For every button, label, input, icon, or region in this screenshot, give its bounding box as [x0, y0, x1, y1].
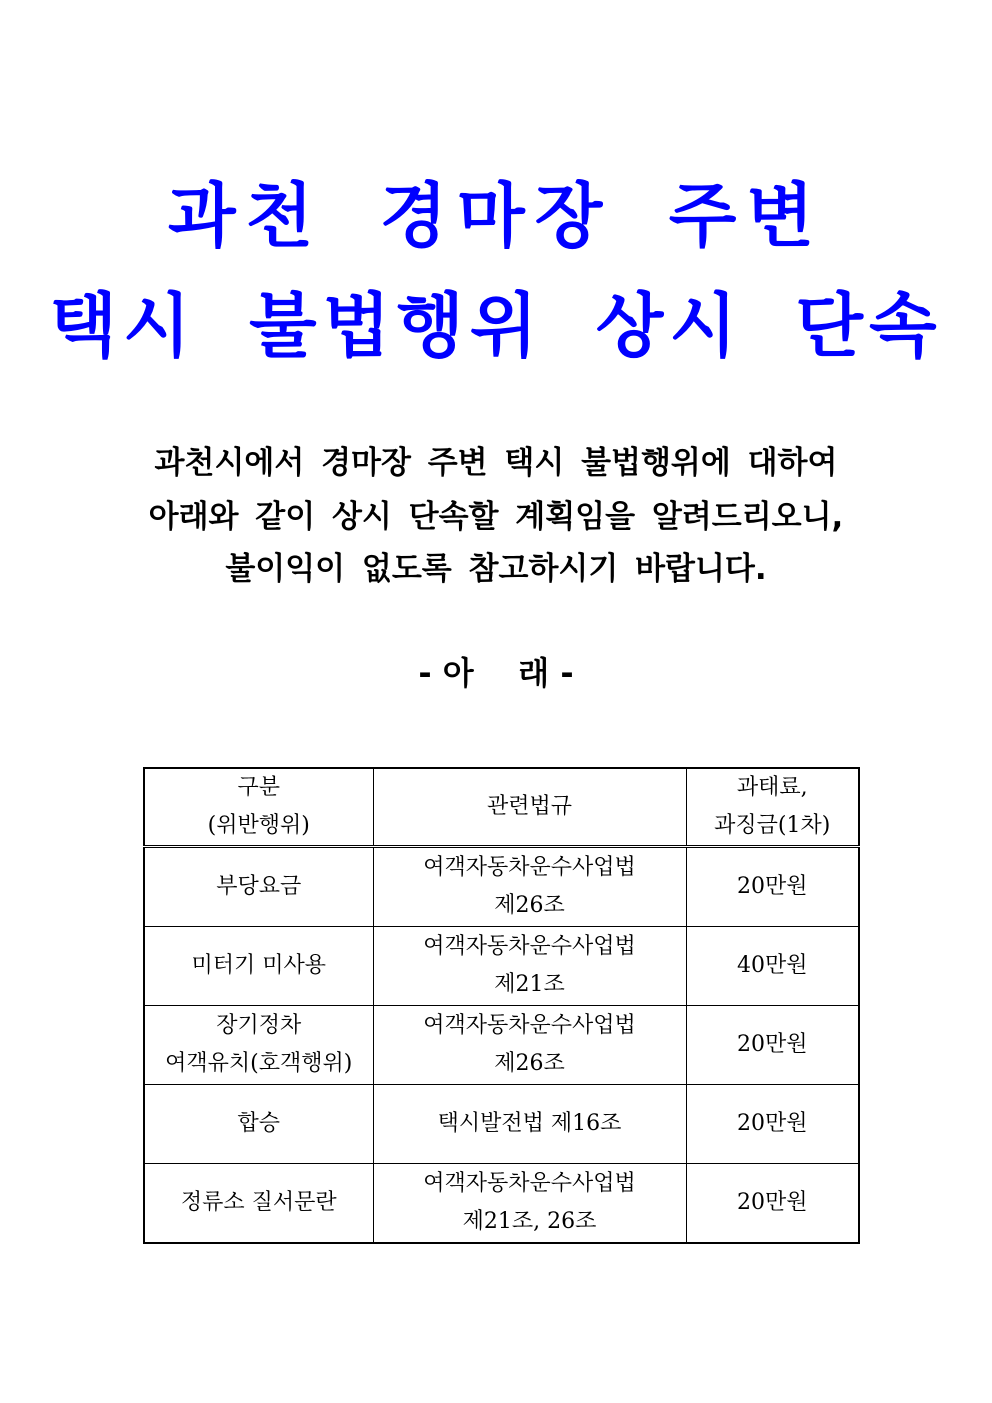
table-row [144, 1006, 859, 1085]
law-article: 제26조 [494, 893, 565, 918]
intro-text-line-2: 아래와 같이 상시 단속할 계획임을 알려드리오니, [148, 499, 844, 535]
law-cell [373, 1164, 686, 1244]
law-name: 여객자동차운수사업법 [423, 855, 636, 880]
header-category [144, 768, 373, 847]
law-cell [373, 927, 686, 1006]
violation-label: 합승 [237, 1111, 280, 1136]
table-header-row [144, 768, 859, 847]
fine-cell: 20만원 [686, 1006, 859, 1085]
law-article: 제21조, 26조 [462, 1209, 597, 1234]
header-fine-label: 과태료, [736, 775, 808, 800]
violation-label: 부당요금 [216, 874, 302, 899]
violation-cell [144, 1006, 373, 1085]
table-row [144, 1085, 859, 1164]
law-cell [373, 1085, 686, 1164]
fine-cell: 20만원 [686, 1164, 859, 1244]
intro-text-line-1: 과천시에서 경마장 주변 택시 불법행위에 대하여 [154, 445, 838, 481]
header-fine-sublabel: 과징금(1차) [714, 813, 831, 838]
fine-cell: 20만원 [686, 1085, 859, 1164]
law-cell [373, 1006, 686, 1085]
header-category-label: 구분 [237, 775, 280, 800]
header-fine [686, 768, 859, 847]
intro-text-line-3: 불이익이 없도록 참고하시기 바랍니다. [225, 551, 767, 587]
violation-label: 정류소 질서문란 [180, 1190, 337, 1215]
page-title-line-1: 과천 경마장 주변 [167, 175, 825, 257]
violation-cell [144, 1164, 373, 1244]
fine-cell: 40만원 [686, 927, 859, 1006]
header-law: 관련법규 [373, 768, 686, 847]
violation-sublabel: 여객유치(호객행위) [165, 1051, 353, 1076]
table-row [144, 847, 859, 927]
penalty-table [143, 767, 860, 1244]
law-article: 제26조 [494, 1051, 565, 1076]
violation-label: 미터기 미사용 [191, 953, 326, 978]
law-name: 택시발전법 제16조 [437, 1111, 622, 1136]
page-title-line-2: 택시 불법행위 상시 단속 [49, 285, 943, 367]
header-category-sublabel: (위반행위) [207, 813, 310, 838]
below-heading: - 아 래 - [418, 654, 574, 692]
violation-cell [144, 1085, 373, 1164]
violation-cell [144, 927, 373, 1006]
law-name: 여객자동차운수사업법 [423, 1171, 636, 1196]
violation-label: 장기정차 [216, 1013, 302, 1038]
fine-cell: 20만원 [686, 847, 859, 927]
law-name: 여객자동차운수사업법 [423, 934, 636, 959]
table-row [144, 927, 859, 1006]
violation-cell [144, 847, 373, 927]
law-cell [373, 847, 686, 927]
law-article: 제21조 [494, 972, 565, 997]
law-name: 여객자동차운수사업법 [423, 1013, 636, 1038]
table-row [144, 1164, 859, 1244]
